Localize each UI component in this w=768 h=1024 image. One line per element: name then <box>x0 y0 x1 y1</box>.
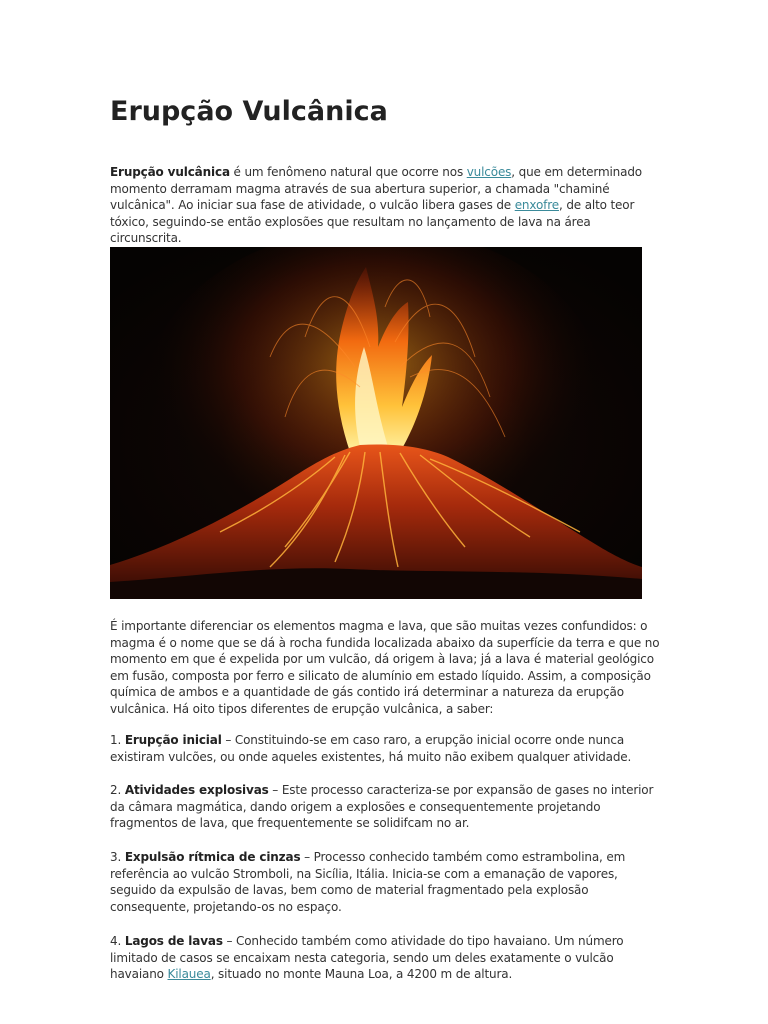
volcano-eruption-photo <box>110 247 642 599</box>
list-text: – Processo conhecido também como estrambolina, em referência ao vulcão Stromboli, na Sicília, Itália. Inicia-se com a emanação de vapores, seguido da expulsão de lavas, bem como de material fragmentado pela explosão consequente, projetando-os no espaço. <box>110 850 626 914</box>
list-number: 3. <box>110 850 122 864</box>
list-text: – Este processo caracteriza-se por expansão de gases no interior da câmara magmática, dando origem a explosões e consequentemente projetando fragmentos de lava, que frequentemente se solidifcam no ar. <box>110 783 654 831</box>
link-kilauea[interactable]: Kilauea <box>167 967 211 982</box>
list-item-2 <box>110 782 662 832</box>
page-title: Erupção Vulcânica <box>110 96 388 127</box>
list-number: 2. <box>110 783 122 797</box>
list-term: Erupção inicial <box>124 733 222 747</box>
list-item-3 <box>110 849 662 915</box>
link-enxofre[interactable]: enxofre <box>514 198 559 213</box>
list-text: – Constituindo-se em caso raro, a erupção inicial ocorre onde nunca existiram vulcões, ou onde aqueles existentes, há muito não exibem qualquer atividade. <box>110 733 632 764</box>
list-text: – Conhecido também como atividade do tipo havaiano. Um número limitado de casos se encaixam nesta categoria, sendo um deles exatamente o vulcão havaiano <box>110 934 624 982</box>
intro-text-1: é um fenômeno natural que ocorre nos <box>229 165 467 179</box>
list-term: Atividades explosivas <box>124 783 269 797</box>
paragraph-magma-lava: É importante diferenciar os elementos magma e lava, que são muitas vezes confundidos: o magma é o nome que se dá à rocha fundida localizada abaixo da superfície da terra e que no momento em que é expelida por um vulcão, dá origem à lava; já a lava é material geológico em fusão, composta por ferro e silicato de alumínio em estado líquido. Assim, a composição química de ambos e a quantidade de gás contido irá determinar a natureza da erupção vulcânica. Há oito tipos diferentes de erupção vulcânica, a saber: <box>110 619 660 716</box>
list-term: Expulsão rítmica de cinzas <box>124 850 301 864</box>
list-text-end: , situado no monte Mauna Loa, a 4200 m de altura. <box>210 967 513 982</box>
list-number: 1. <box>110 733 122 747</box>
link-vulcoes[interactable]: vulcões <box>466 165 512 179</box>
intro-text-3: , de alto teor tóxico, seguindo-se então explosões que resultam no lançamento de lava na área circunscrita. <box>110 198 635 246</box>
list-number: 4. <box>110 934 122 948</box>
list-term: Lagos de lavas <box>124 934 223 948</box>
intro-paragraph <box>110 164 662 247</box>
list-item-1 <box>110 732 662 765</box>
list-item-4 <box>110 933 662 983</box>
intro-term: Erupção vulcânica <box>110 165 230 179</box>
intro-text-2: , que em determinado momento derramam magma através de sua abertura superior, a chamada "chaminé vulcânica". Ao iniciar sua fase de atividade, o vulcão libera gases de <box>110 165 642 213</box>
